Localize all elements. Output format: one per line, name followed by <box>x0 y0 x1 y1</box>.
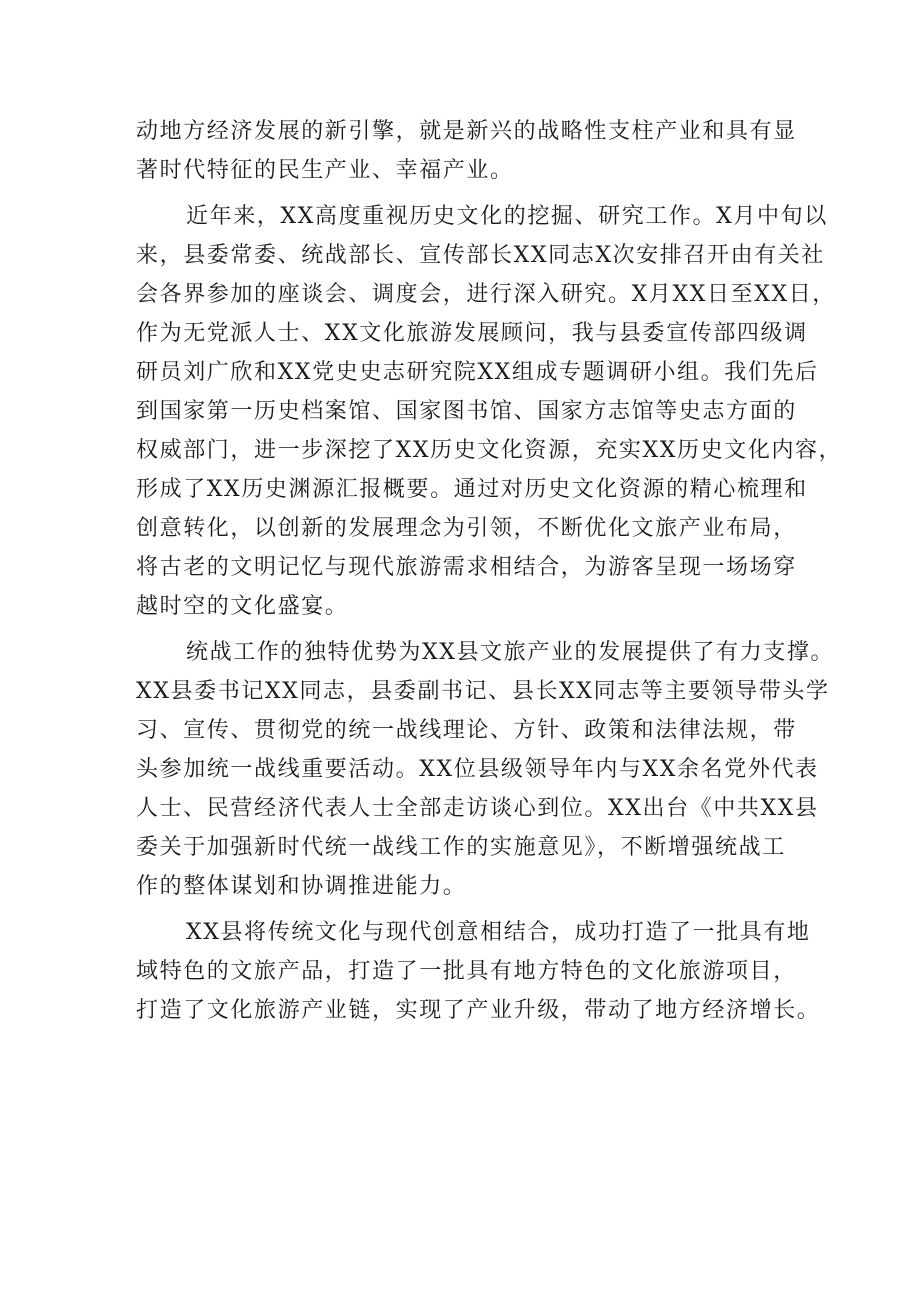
paragraph-4 <box>136 913 821 1030</box>
text-line: XX县委书记XX同志，县委副书记、县长XX同志等主要领导带头学 <box>136 679 830 704</box>
text-line: 将古老的文明记忆与现代旅游需求相结合，为游客呈现一场场穿 <box>136 555 797 580</box>
paragraph-3 <box>136 633 835 906</box>
text-line: 域特色的文旅产品，打造了一批具有地方特色的文化旅游项目， <box>136 959 797 984</box>
document-body <box>136 112 843 1030</box>
text-line: 近年来，XX高度重视历史文化的挖掘、研究工作。X月中旬以 <box>186 204 828 229</box>
text-line: 头参加统一战线重要活动。XX位县级领导年内与XX余名党外代表 <box>136 757 819 782</box>
text-line: 权威部门，进一步深挖了XX历史文化资源，充实XX历史文化内容， <box>136 438 843 463</box>
text-line: 来，县委常委、统战部长、宣传部长XX同志X次安排召开由有关社 <box>136 243 825 268</box>
text-line: 统战工作的独特优势为XX县文旅产业的发展提供了有力支撑。 <box>186 640 835 665</box>
text-line: 研员刘广欣和XX党史史志研究院XX组成专题调研小组。我们先后 <box>136 360 819 385</box>
text-line: 作的整体谋划和协调推进能力。 <box>136 874 467 899</box>
text-line: 动地方经济发展的新引擎，就是新兴的战略性支柱产业和具有显 <box>136 119 797 144</box>
text-line: 人士、民营经济代表人士全部走访谈心到位。XX出台《中共XX县 <box>136 796 819 821</box>
text-line: XX县将传统文化与现代创意相结合，成功打造了一批具有地 <box>186 920 811 945</box>
text-line: 作为无党派人士、XX文化旅游发展顾问，我与县委宣传部四级调 <box>136 321 808 346</box>
paragraph-2 <box>136 197 843 626</box>
text-line: 创意转化，以创新的发展理念为引领，不断优化文旅产业布局， <box>136 516 797 541</box>
text-line: 委关于加强新时代统一战线工作的实施意见》，不断增强统战工 <box>136 835 786 860</box>
text-line: 著时代特征的民生产业、幸福产业。 <box>136 158 514 183</box>
text-line: 会各界参加的座谈会、调度会，进行深入研究。X月XX日至XX日， <box>136 282 836 307</box>
text-line: 越时空的文化盛宴。 <box>136 594 349 619</box>
paragraph-1 <box>136 112 812 190</box>
text-line: 习、宣传、贯彻党的统一战线理论、方针、政策和法律法规，带 <box>136 718 797 743</box>
text-line: 到国家第一历史档案馆、国家图书馆、国家方志馆等史志方面的 <box>136 399 797 424</box>
text-line: 形成了XX历史渊源汇报概要。通过对历史文化资源的精心梳理和 <box>136 477 808 502</box>
text-line: 打造了文化旅游产业链，实现了产业升级，带动了地方经济增长。 <box>136 998 821 1023</box>
